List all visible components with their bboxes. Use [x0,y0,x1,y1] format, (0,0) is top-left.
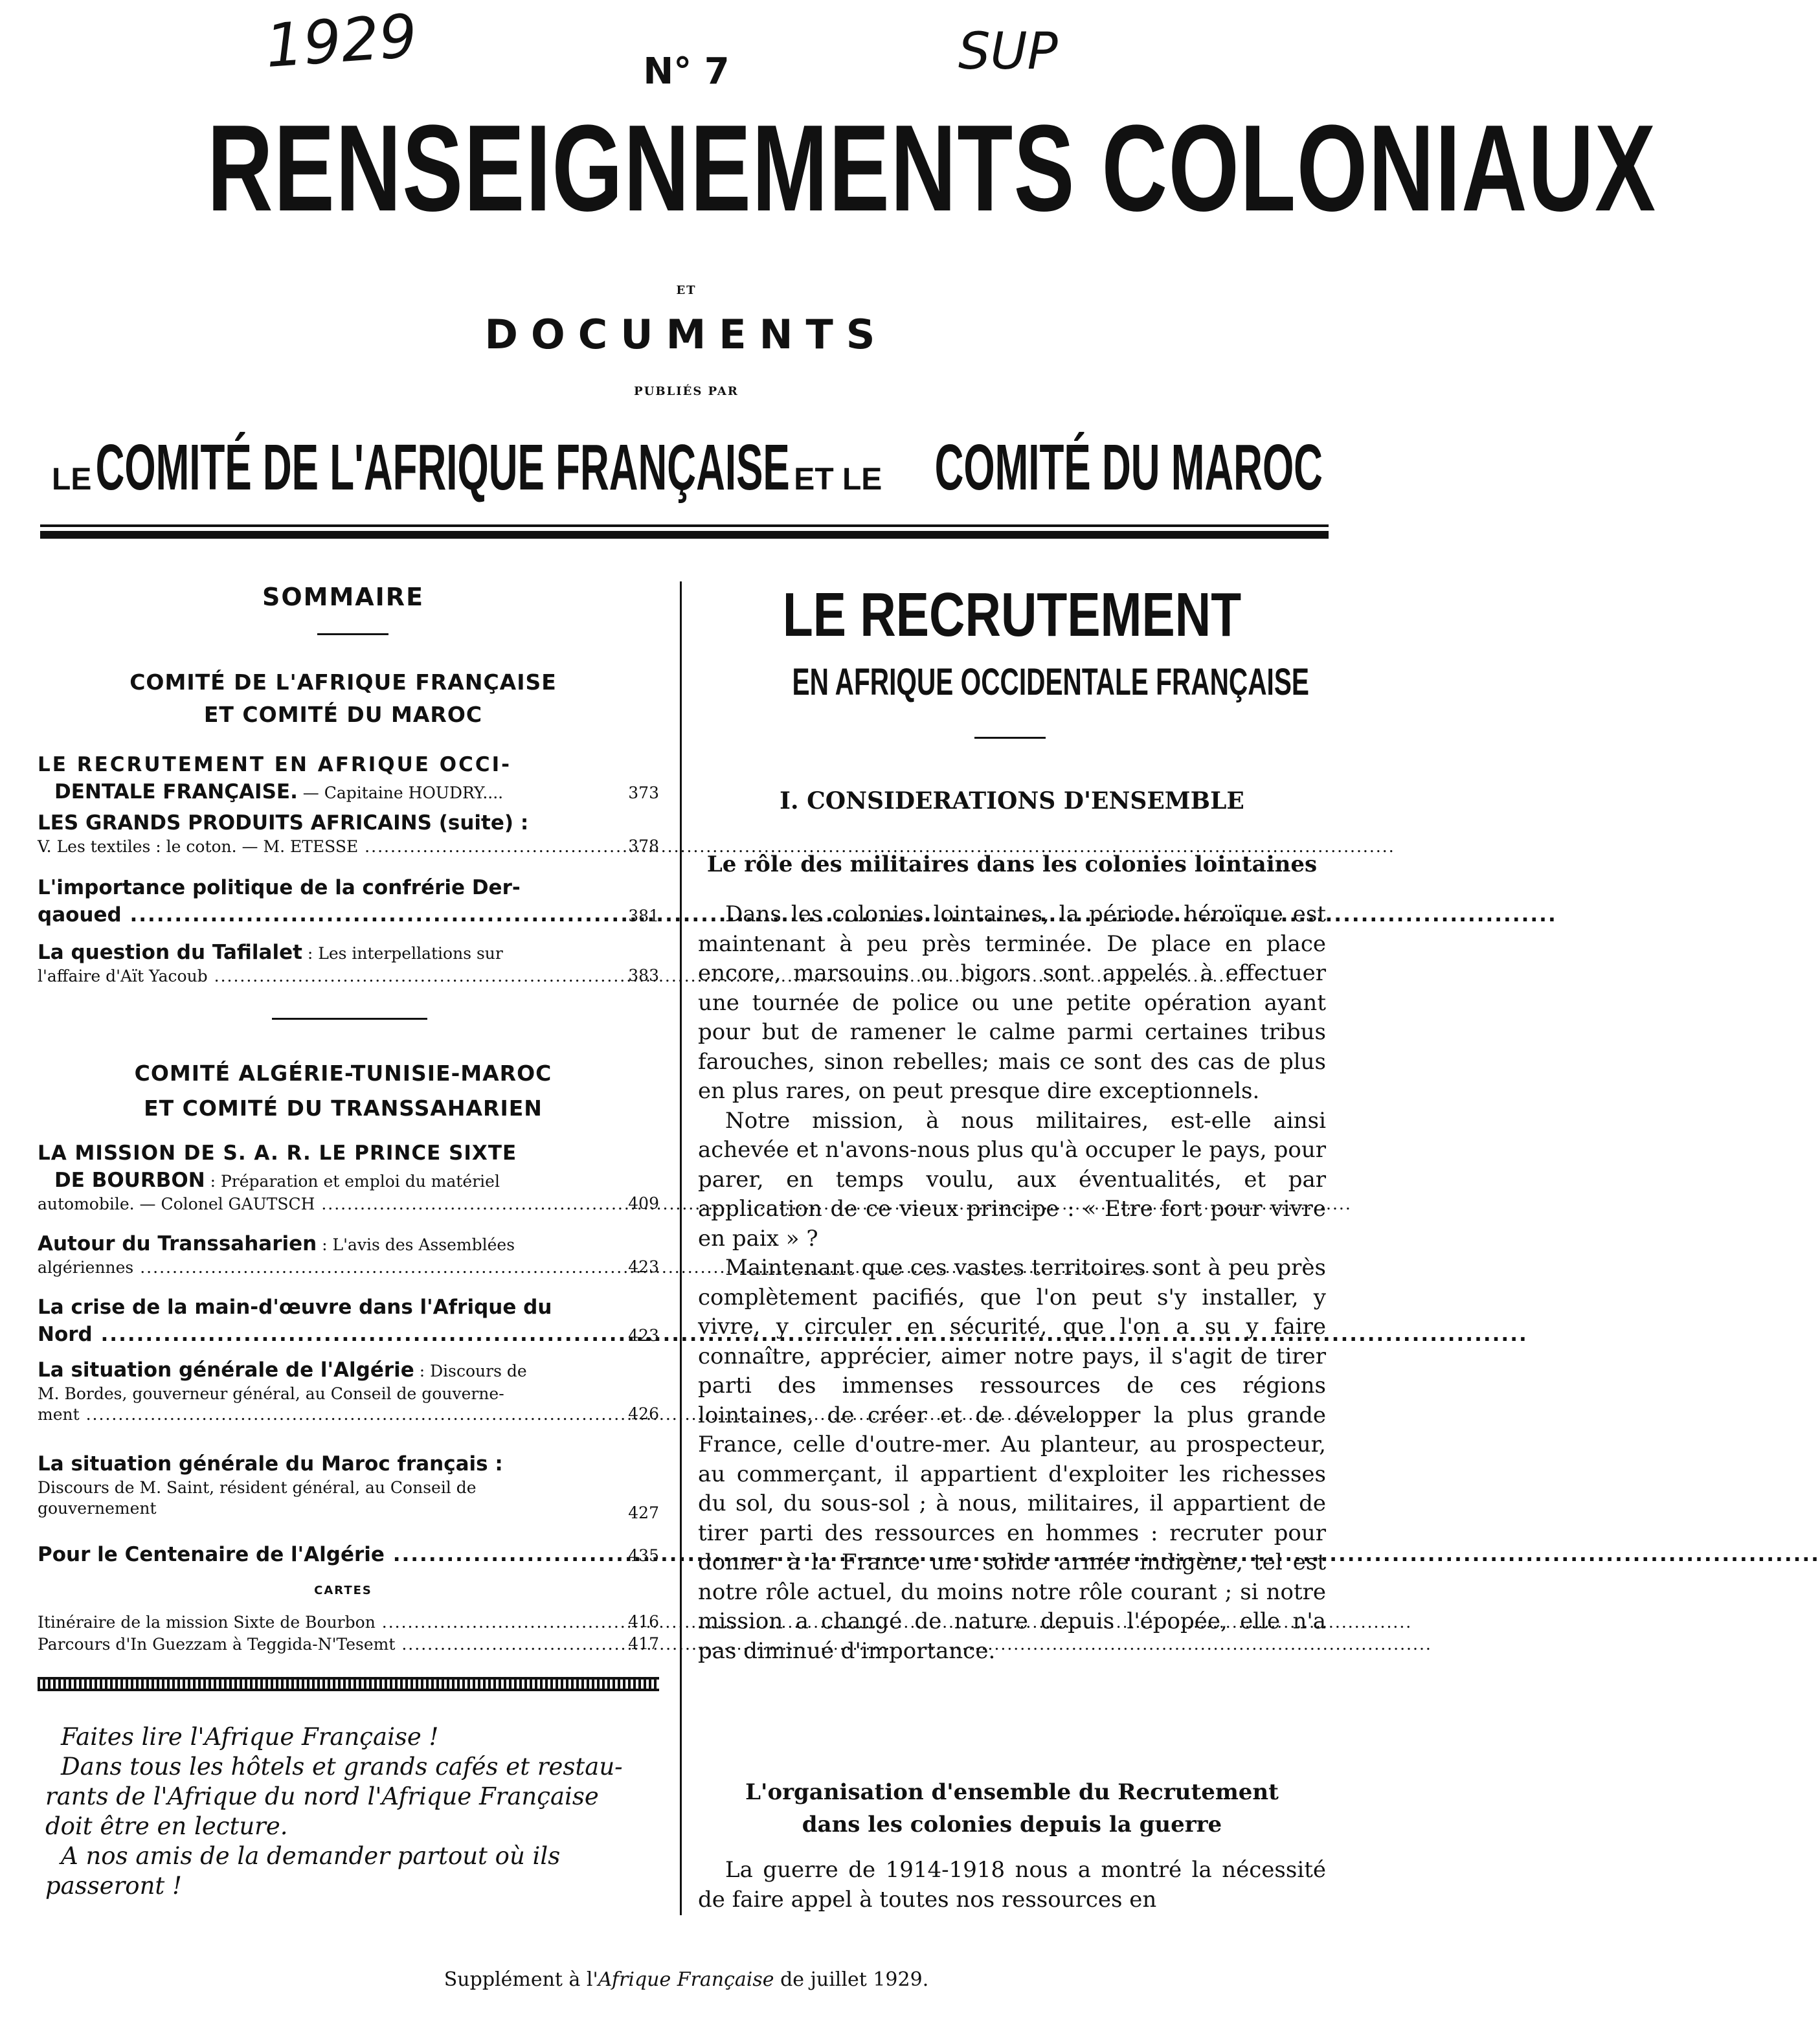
toc-entry[interactable] [38,1612,659,1633]
toc-title: La situation générale du Maroc français [38,1452,488,1476]
paragraph: Dans les colonies lointaines, la période héroïque est maintenant à peu près terminée. De place en place encore, marsouins ou bigors sont appelés à effectuer une tournée de police ou une petite opération ayant pour but de ramener le calme parmi certaines tribus farouches, sinon rebelles; mais ce sont des cas de plus en plus rares, on peut presque dire exceptionnels. [698,901,1326,1104]
toc-title: La situation générale de l'Algérie [38,1358,414,1382]
sub-heading-2-line1: L'organisation d'ensemble du Recrutement [745,1779,1279,1805]
toc-entry[interactable] [38,751,659,805]
section-heading: I. CONSIDERATIONS D'ENSEMBLE [780,787,1244,815]
section1-line2: ET COMITÉ DU MAROC [203,702,483,727]
article-title: LE RECRUTEMENT [782,580,1242,649]
toc-entry[interactable] [38,1140,659,1215]
masthead-documents: DOCUMENTS [484,311,888,358]
toc-title: L'importance politique de la confrérie Der- [38,876,521,899]
toc-title: La crise de la main-d'œuvre dans l'Afrique du [38,1296,552,1319]
section2-line2: ET COMITÉ DU TRANSSAHARIEN [144,1096,543,1121]
toc-detail: : Préparation et emploi du matériel [205,1172,500,1191]
toc-page: 423 [628,1326,659,1345]
toc-title-cont: Nord [38,1323,93,1346]
toc-entry[interactable] [38,939,659,987]
issue-number: N° 7 [643,51,730,93]
toc-page: 378 [628,837,659,855]
toc-title-cont: qaoued [38,903,122,927]
decorative-rule [38,1677,659,1691]
cartes-heading: CARTES [314,1584,372,1597]
promo-line: passeront ! [45,1872,182,1900]
paragraph: Notre mission, à nous militaires, est-elle ainsi achevée et n'avons-nous plus qu'à occuper le pays, pour parer, en temps voulu, aux éventualités, et par application de ce vieux principe : « Etre fort pour vivre en paix » ? [698,1107,1326,1252]
toc-detail: : L'avis des Assemblées [317,1235,515,1254]
toc-detail: : Discours de [414,1362,527,1380]
comite-maroc: COMITÉ DU MAROC [934,431,1323,504]
carte-label: Parcours d'In Guezzam à Teggida-N'Tesemt [38,1635,396,1654]
toc-detail: — Capitaine HOUDRY.... [297,783,504,802]
comite-afrique: COMITÉ DE L'AFRIQUE FRANÇAISE [95,431,790,504]
toc-detail: : [488,1452,503,1476]
sub-heading: Le rôle des militaires dans les colonies lointaines [706,851,1318,877]
toc-page: 383 [628,966,659,985]
toc-sub: V. Les textiles : le coton. — M. ETESSE [38,837,359,856]
article-subtitle: EN AFRIQUE OCCIDENTALE FRANÇAISE [792,661,1309,703]
paragraph: Maintenant que ces vastes territoires sont à peu près complètement pacifiés, que l'on peut s'y installer, y vivre, y circuler en sécurité, que l'on a su y faire connaître, apprécier, aimer notre pays, il s'agit de tirer parti des immenses ressources de ces régions lointaines, de créer et de développer la plus grande France, celle d'outre-mer. Au planteur, au prospecteur, au commerçant, il appartient d'exploiter les richesses du sol, du sous-sol ; à nous, militaires, il appartient de tirer parti des ressources en hommes : recruter pour donner à la France une solide armée indigène, tel est notre rôle actuel, du moins notre rôle courant ; si notre mission a changé de nature depuis l'épopée, elle n'a pas diminué d'importance. [698,1255,1326,1664]
toc-title: Autour du Transsaharien [38,1232,317,1255]
footer-suffix: de juillet 1929. [774,1968,929,1991]
sommaire-heading: SOMMAIRE [262,583,425,611]
toc-entry[interactable] [38,1356,659,1425]
article-body [698,900,1326,1666]
toc-sub: Discours de M. Saint, résident général, au Conseil de [38,1478,477,1497]
toc-page: 435 [628,1546,659,1565]
promo-line: Faites lire l'Afrique Française ! [61,1723,439,1751]
promo-block [45,1722,660,1901]
toc-sub: M. Bordes, gouverneur général, au Conseil de gouverne- [38,1384,504,1403]
toc-title: DE BOURBON [54,1169,205,1192]
toc-entry[interactable] [38,1541,659,1568]
toc-title: DENTALE FRANÇAISE. [54,780,298,804]
toc-entry[interactable] [38,874,659,928]
footer-journal: Afrique Française [598,1968,774,1991]
masthead-publies-par: PUBLIÉS PAR [634,385,739,398]
toc-page: 381 [628,906,659,925]
section1-line1: COMITÉ DE L'AFRIQUE FRANÇAISE [129,669,557,695]
promo-line: Dans tous les hôtels et grands cafés et restau- [61,1753,623,1781]
handwritten-code: SUP [958,23,1058,81]
masthead-rule-top [40,524,1329,527]
article-rule [974,737,1046,739]
toc-sub: ment [38,1405,80,1424]
toc-page: 423 [628,1257,659,1276]
footer-note [39,1968,1334,1991]
et-le-label: ET LE [794,462,882,497]
toc-sub: algériennes [38,1258,134,1277]
sommaire-mid-rule [272,1018,427,1020]
column-divider [680,581,682,1915]
toc-title: LA MISSION DE S. A. R. LE PRINCE SIXTE [38,1141,517,1165]
sub-heading-2-line2: dans les colonies depuis la guerre [802,1812,1222,1838]
masthead-title: RENSEIGNEMENTS COLONIAUX [207,100,1657,237]
masthead-et: ET [676,284,697,297]
toc-page: 409 [628,1194,659,1213]
article-body-2 [698,1856,1326,1915]
toc-title: Pour le Centenaire de l'Algérie [38,1543,385,1566]
carte-label: Itinéraire de la mission Sixte de Bourbon [38,1613,376,1632]
section2-line1: COMITÉ ALGÉRIE-TUNISIE-MAROC [134,1061,552,1086]
promo-line: doit être en lecture. [45,1812,288,1840]
footer-prefix: Supplément à l' [444,1968,598,1991]
toc-title: LE RECRUTEMENT EN AFRIQUE OCCI- [38,753,512,776]
le-label: LE [52,462,92,497]
promo-line: A nos amis de la demander partout où ils [61,1842,561,1870]
toc-entry[interactable] [38,1634,659,1655]
toc-sub: gouvernement [38,1499,157,1518]
toc-entry[interactable] [38,1294,659,1348]
toc-page: 427 [628,1503,659,1522]
toc-entry[interactable] [38,1230,659,1278]
toc-detail: : Les interpellations sur [302,944,503,963]
toc-page: 373 [628,783,659,802]
toc-sub: l'affaire d'Aït Yacoub [38,967,208,985]
toc-entry[interactable] [38,1450,659,1522]
toc-page: 417 [628,1634,659,1653]
paragraph: La guerre de 1914-1918 nous a montré la nécessité de faire appel à toutes nos ressources en [698,1857,1326,1913]
toc-entry[interactable] [38,809,659,857]
toc-title: La question du Tafilalet [38,941,302,964]
toc-page: 426 [628,1404,659,1423]
masthead-rule-bottom [40,531,1329,539]
handwritten-year: 1929 [263,1,420,82]
toc-title: LES GRANDS PRODUITS AFRICAINS (suite) : [38,811,529,835]
toc-sub: automobile. — Colonel GAUTSCH [38,1195,315,1213]
toc-page: 416 [628,1612,659,1631]
promo-line: rants de l'Afrique du nord l'Afrique Française [45,1782,599,1810]
sommaire-rule [317,633,388,635]
masthead-comites [52,431,1323,504]
